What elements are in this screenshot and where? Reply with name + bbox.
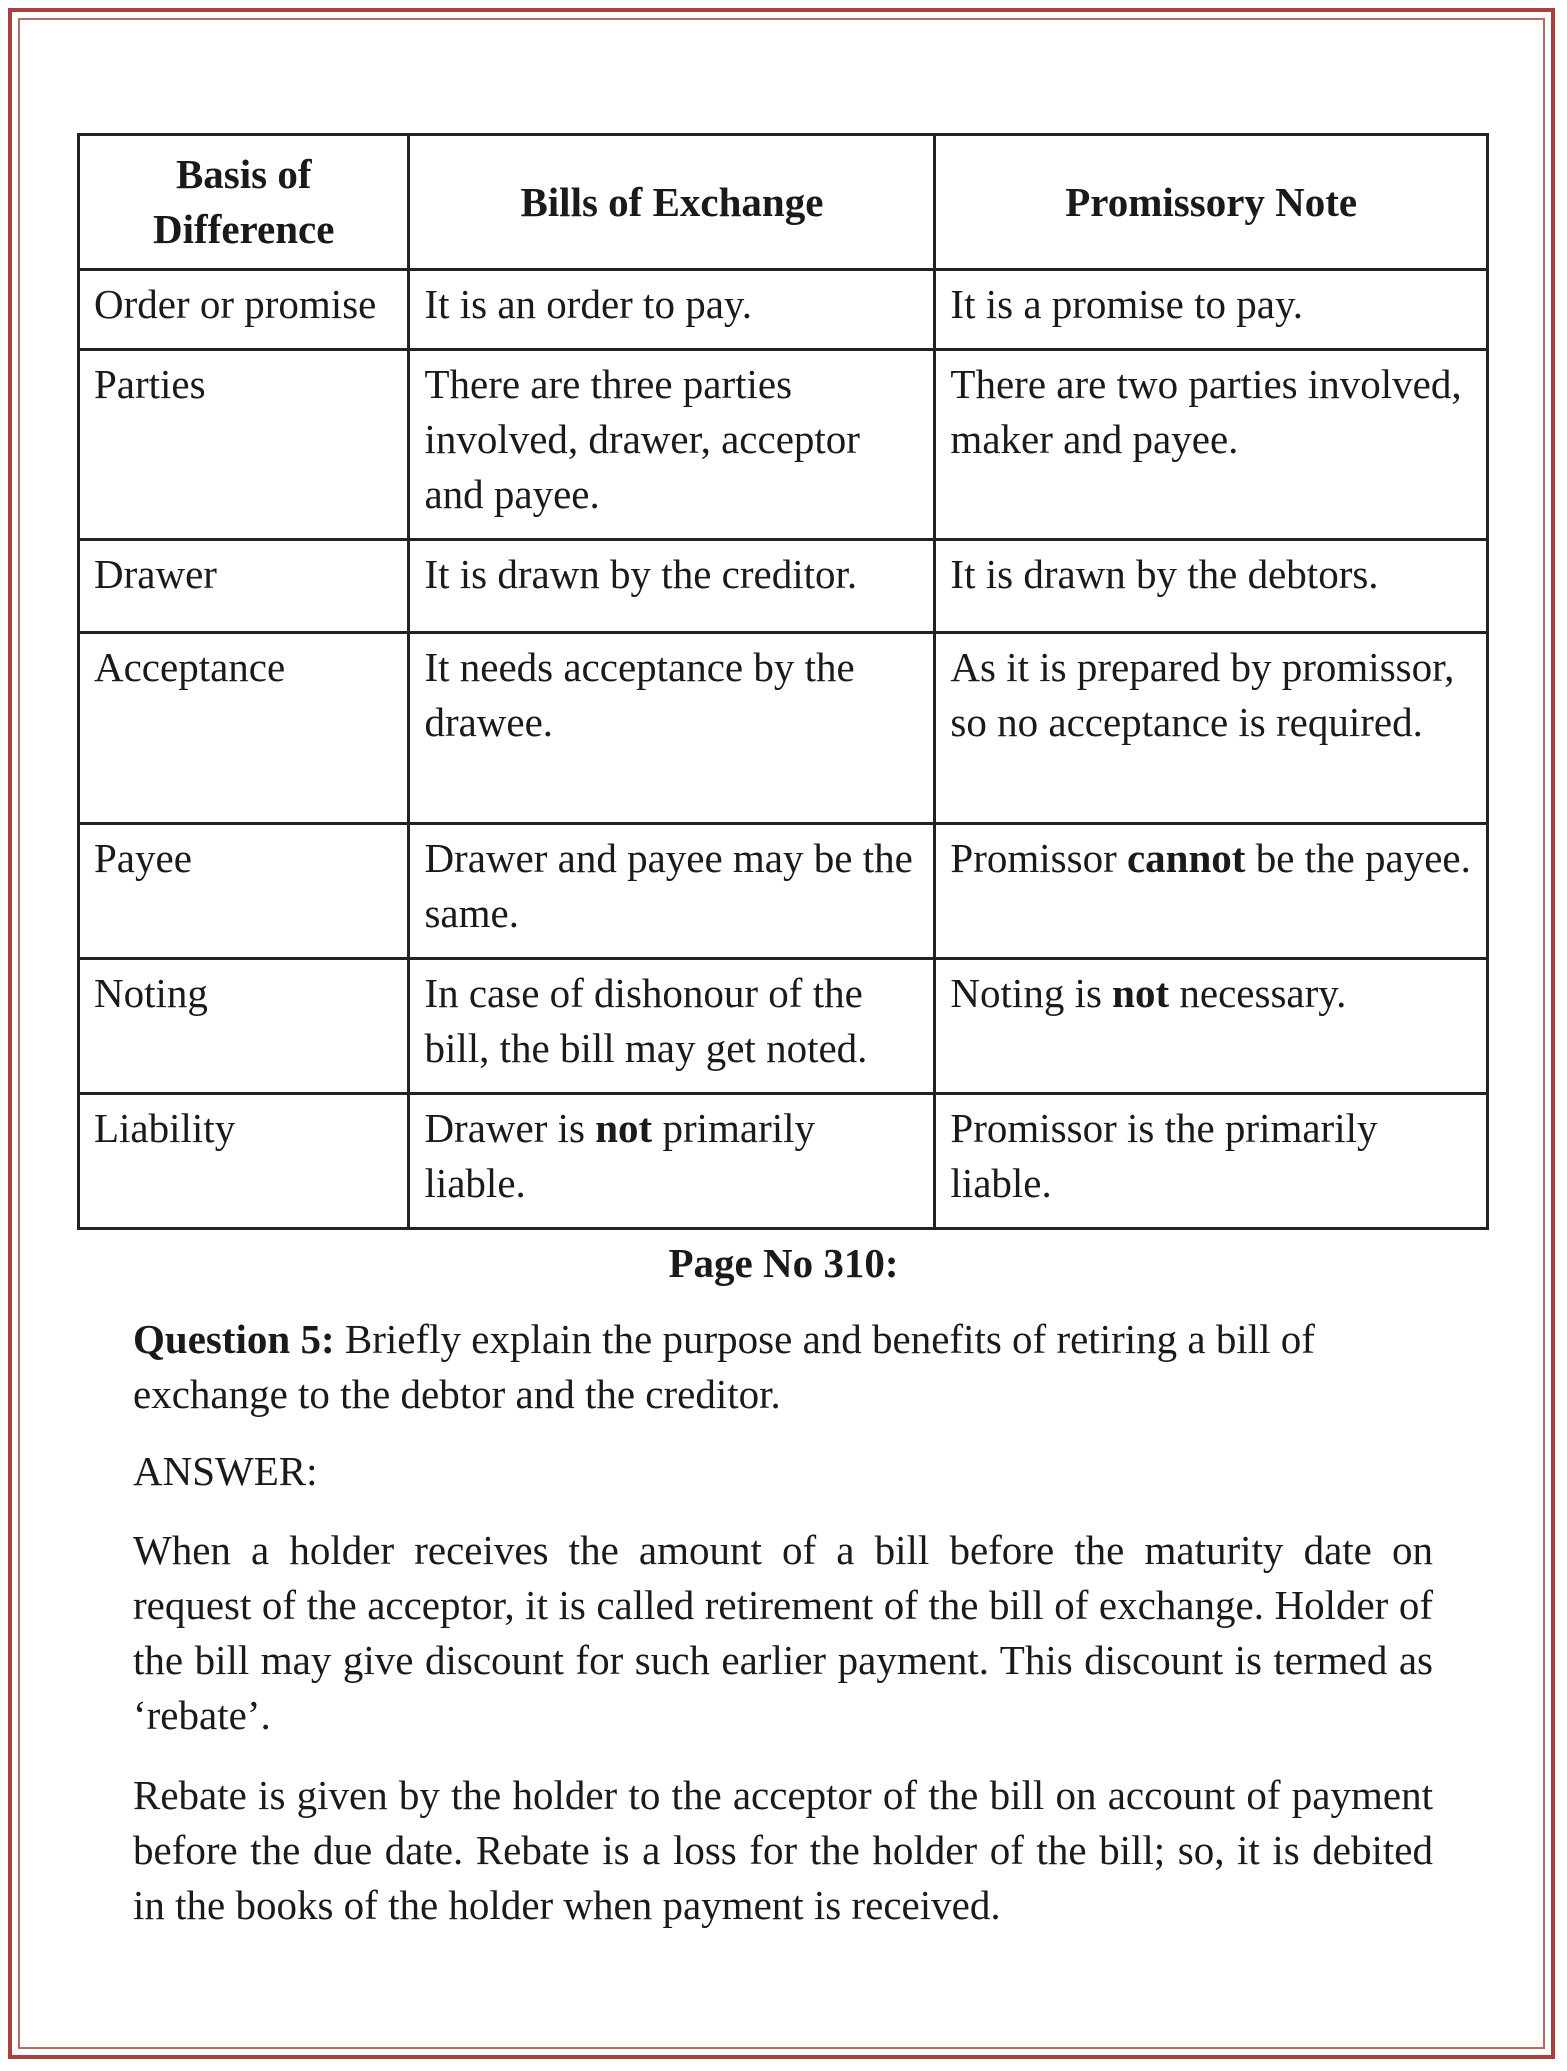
question-5 <box>133 1312 1433 1422</box>
row-basis: Payee <box>79 824 409 959</box>
table-row <box>79 540 1488 633</box>
answer-paragraph-1: When a holder receives the amount of a bill before the maturity date on request of the acceptor, it is called retirement of the bill of exchange. Holder of the bill may give discount for such earlier payment. This discount is termed as ‘rebate’. <box>133 1527 1433 1738</box>
row-note-value: There are two parties involved, maker and payee. <box>935 350 1488 540</box>
header-basis: Basis of Difference <box>79 135 409 270</box>
table-row <box>79 959 1488 1094</box>
header-bills-of-exchange: Bills of Exchange <box>409 135 935 270</box>
bill-text-part: Drawer is <box>424 1105 596 1151</box>
row-bill-value: It is an order to pay. <box>409 270 935 350</box>
emphasis-not: not <box>1112 970 1170 1016</box>
bill-text-part: primarily liable. <box>424 1105 816 1206</box>
comparison-table <box>77 133 1489 1230</box>
note-text-part: Noting is <box>950 970 1113 1016</box>
table-row <box>79 1094 1488 1229</box>
note-text-part: necessary. <box>1169 970 1347 1016</box>
row-basis: Order or promise <box>79 270 409 350</box>
question-text: Briefly explain the purpose and benefits of retiring a bill of exchange to the debtor and the creditor. <box>133 1316 1315 1417</box>
row-note-value: Promissor is the primarily liable. <box>935 1094 1488 1229</box>
table-row <box>79 270 1488 350</box>
row-bill-value: It needs acceptance by the drawee. <box>409 633 935 824</box>
row-bill-value: There are three parties involved, drawer, acceptor and payee. <box>409 350 935 540</box>
table-header-row <box>79 135 1488 270</box>
emphasis-not: not <box>595 1105 653 1151</box>
answer-paragraph-2: Rebate is given by the holder to the acceptor of the bill on account of payment before the due date. Rebate is a loss for the holder of the bill; so, it is debited in the books of the holder when payment is received. <box>133 1772 1433 1928</box>
question-label: Question 5: <box>133 1316 335 1362</box>
table-row <box>79 633 1488 824</box>
header-promissory-note: Promissory Note <box>935 135 1488 270</box>
row-note-value <box>935 824 1488 959</box>
note-text-part: be the payee. <box>1245 835 1471 881</box>
row-bill-value: Drawer and payee may be the same. <box>409 824 935 959</box>
answer-label: ANSWER: <box>133 1448 318 1494</box>
row-basis: Noting <box>79 959 409 1094</box>
row-note-value: It is a promise to pay. <box>935 270 1488 350</box>
table-row <box>79 350 1488 540</box>
row-basis: Acceptance <box>79 633 409 824</box>
row-basis: Parties <box>79 350 409 540</box>
row-note-value: It is drawn by the debtors. <box>935 540 1488 633</box>
table-row <box>79 824 1488 959</box>
row-bill-value: In case of dishonour of the bill, the bill may get noted. <box>409 959 935 1094</box>
row-note-value: As it is prepared by promissor, so no acceptance is required. <box>935 633 1488 824</box>
row-bill-value: It is drawn by the creditor. <box>409 540 935 633</box>
note-text-part: Promissor <box>950 835 1127 881</box>
row-note-value <box>935 959 1488 1094</box>
page-number-heading: Page No 310: <box>668 1240 899 1286</box>
row-basis: Drawer <box>79 540 409 633</box>
row-bill-value <box>409 1094 935 1229</box>
emphasis-cannot: cannot <box>1126 835 1246 881</box>
row-basis: Liability <box>79 1094 409 1229</box>
